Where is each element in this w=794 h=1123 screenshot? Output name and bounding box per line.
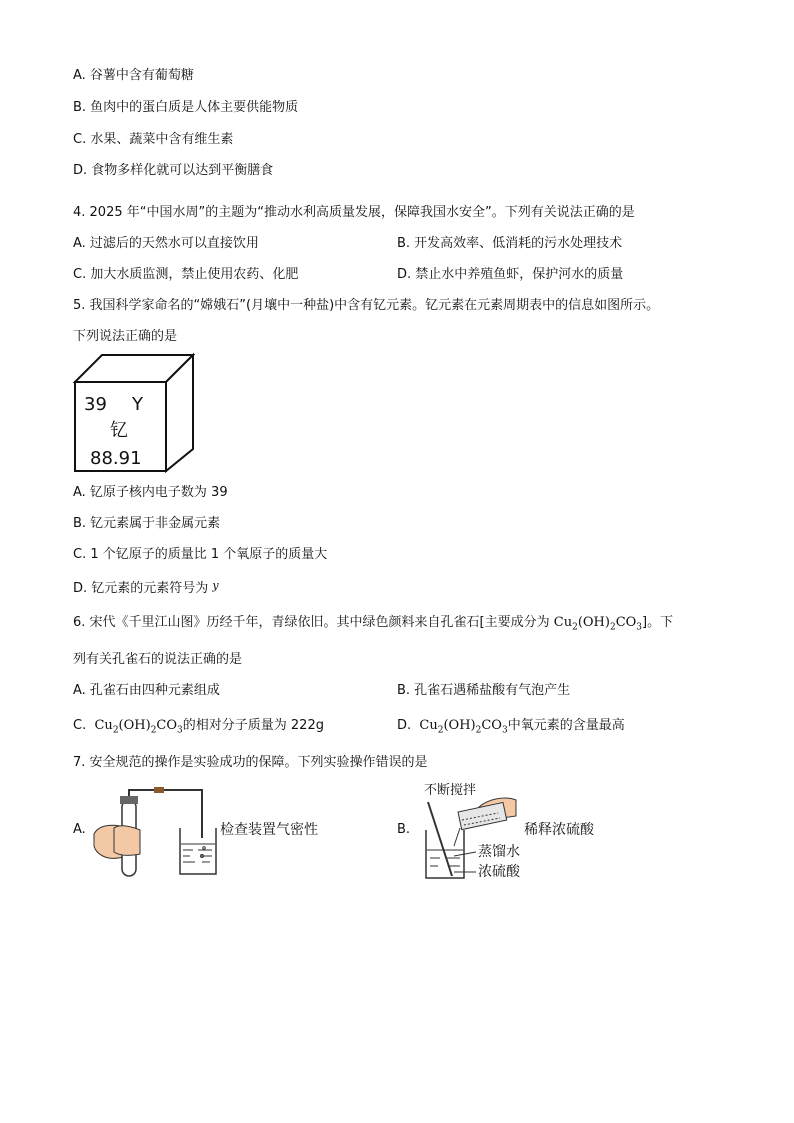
q3-option-c: C. 水果、蔬菜中含有维生素: [73, 132, 234, 147]
q4-stem: 4. 2025 年“中国水周”的主题为“推动水利高质量发展，保障我国水安全”。下列有关说法正确的是: [73, 205, 635, 220]
q6-option-b: B. 孔雀石遇稀盐酸有气泡产生: [397, 683, 571, 698]
q5-option-d: [73, 577, 219, 598]
q5-option-b: B. 钇元素属于非金属元素: [73, 516, 221, 531]
q4-option-d: D. 禁止水中养殖鱼虾，保护河水的质量: [397, 267, 624, 282]
element-name: 钇: [110, 420, 128, 441]
concentrated-acid-label: 浓硫酸: [478, 864, 520, 880]
q7-stem: 7. 安全规范的操作是实验成功的保障。下列实验操作错误的是: [73, 755, 428, 770]
element-symbol: Y: [132, 394, 143, 415]
q6-option-d: D. $Cu_2(OH)_2CO_3$中氧元素的含量最高: [397, 718, 625, 736]
q5-stem-line2: 下列说法正确的是: [73, 329, 178, 344]
q5-stem-line1: 5. 我国科学家命名的“嫦娥石”(月壤中一种盐)中含有钇元素。钇元素在元素周期表中的信息如图所示。: [73, 298, 660, 313]
q6-option-a: A. 孔雀石由四种元素组成: [73, 683, 220, 698]
glass-rod: [428, 802, 452, 876]
airtightness-check-figure: [90, 786, 325, 881]
q7-option-a-caption: 检查装置气密性: [220, 822, 318, 838]
q4-option-b: B. 开发高效率、低消耗的污水处理技术: [397, 236, 623, 251]
q7-option-b-caption: 稀释浓硫酸: [524, 822, 594, 838]
q6-stem-line1: [73, 614, 673, 637]
malachite-formula: $Cu_2(OH)_2CO_3$: [94, 718, 183, 736]
q3-option-b: B. 鱼肉中的蛋白质是人体主要供能物质: [73, 100, 299, 115]
rubber-stopper: [120, 796, 138, 804]
stir-label: 不断搅拌: [424, 783, 477, 798]
malachite-formula: $Cu_2(OH)_2CO_3$: [553, 615, 643, 633]
q7-option-a-label: A.: [73, 822, 86, 837]
q3-option-d: D. 食物多样化就可以达到平衡膳食: [73, 163, 274, 178]
q4-option-c: C. 加大水质监测，禁止使用农药、化肥: [73, 267, 299, 282]
q5-option-d-symbol: y: [212, 579, 219, 592]
q5-option-c: C. 1 个钇原子的质量比 1 个氧原子的质量大: [73, 547, 328, 562]
element-card-figure: [70, 352, 200, 477]
q4-option-a: A. 过滤后的天然水可以直接饮用: [73, 236, 259, 251]
q5-option-a: A. 钇原子核内电子数为 39: [73, 485, 228, 500]
q6-stem-prefix: 6. 宋代《千里江山图》历经千年，青绿依旧。其中绿色颜料来自孔雀石[主要成分为: [73, 615, 554, 630]
q5-option-d-text: D. 钇元素的元素符号为: [73, 581, 213, 596]
distilled-water-label: 蒸馏水: [478, 844, 520, 860]
element-atomic-mass: 88.91: [90, 448, 142, 469]
q6-stem-line2: 列有关孔雀石的说法正确的是: [73, 652, 243, 667]
q6-option-c: C. $Cu_2(OH)_2CO_3$的相对分子质量为 222g: [73, 718, 324, 736]
malachite-formula: $Cu_2(OH)_2CO_3$: [419, 718, 508, 736]
q3-option-a: A. 谷薯中含有葡萄糖: [73, 68, 194, 83]
dilute-acid-figure: [418, 780, 608, 885]
element-atomic-number: 39: [84, 394, 107, 415]
q6-stem-suffix: ]。下: [642, 615, 674, 630]
q7-option-b-label: B.: [397, 822, 411, 837]
